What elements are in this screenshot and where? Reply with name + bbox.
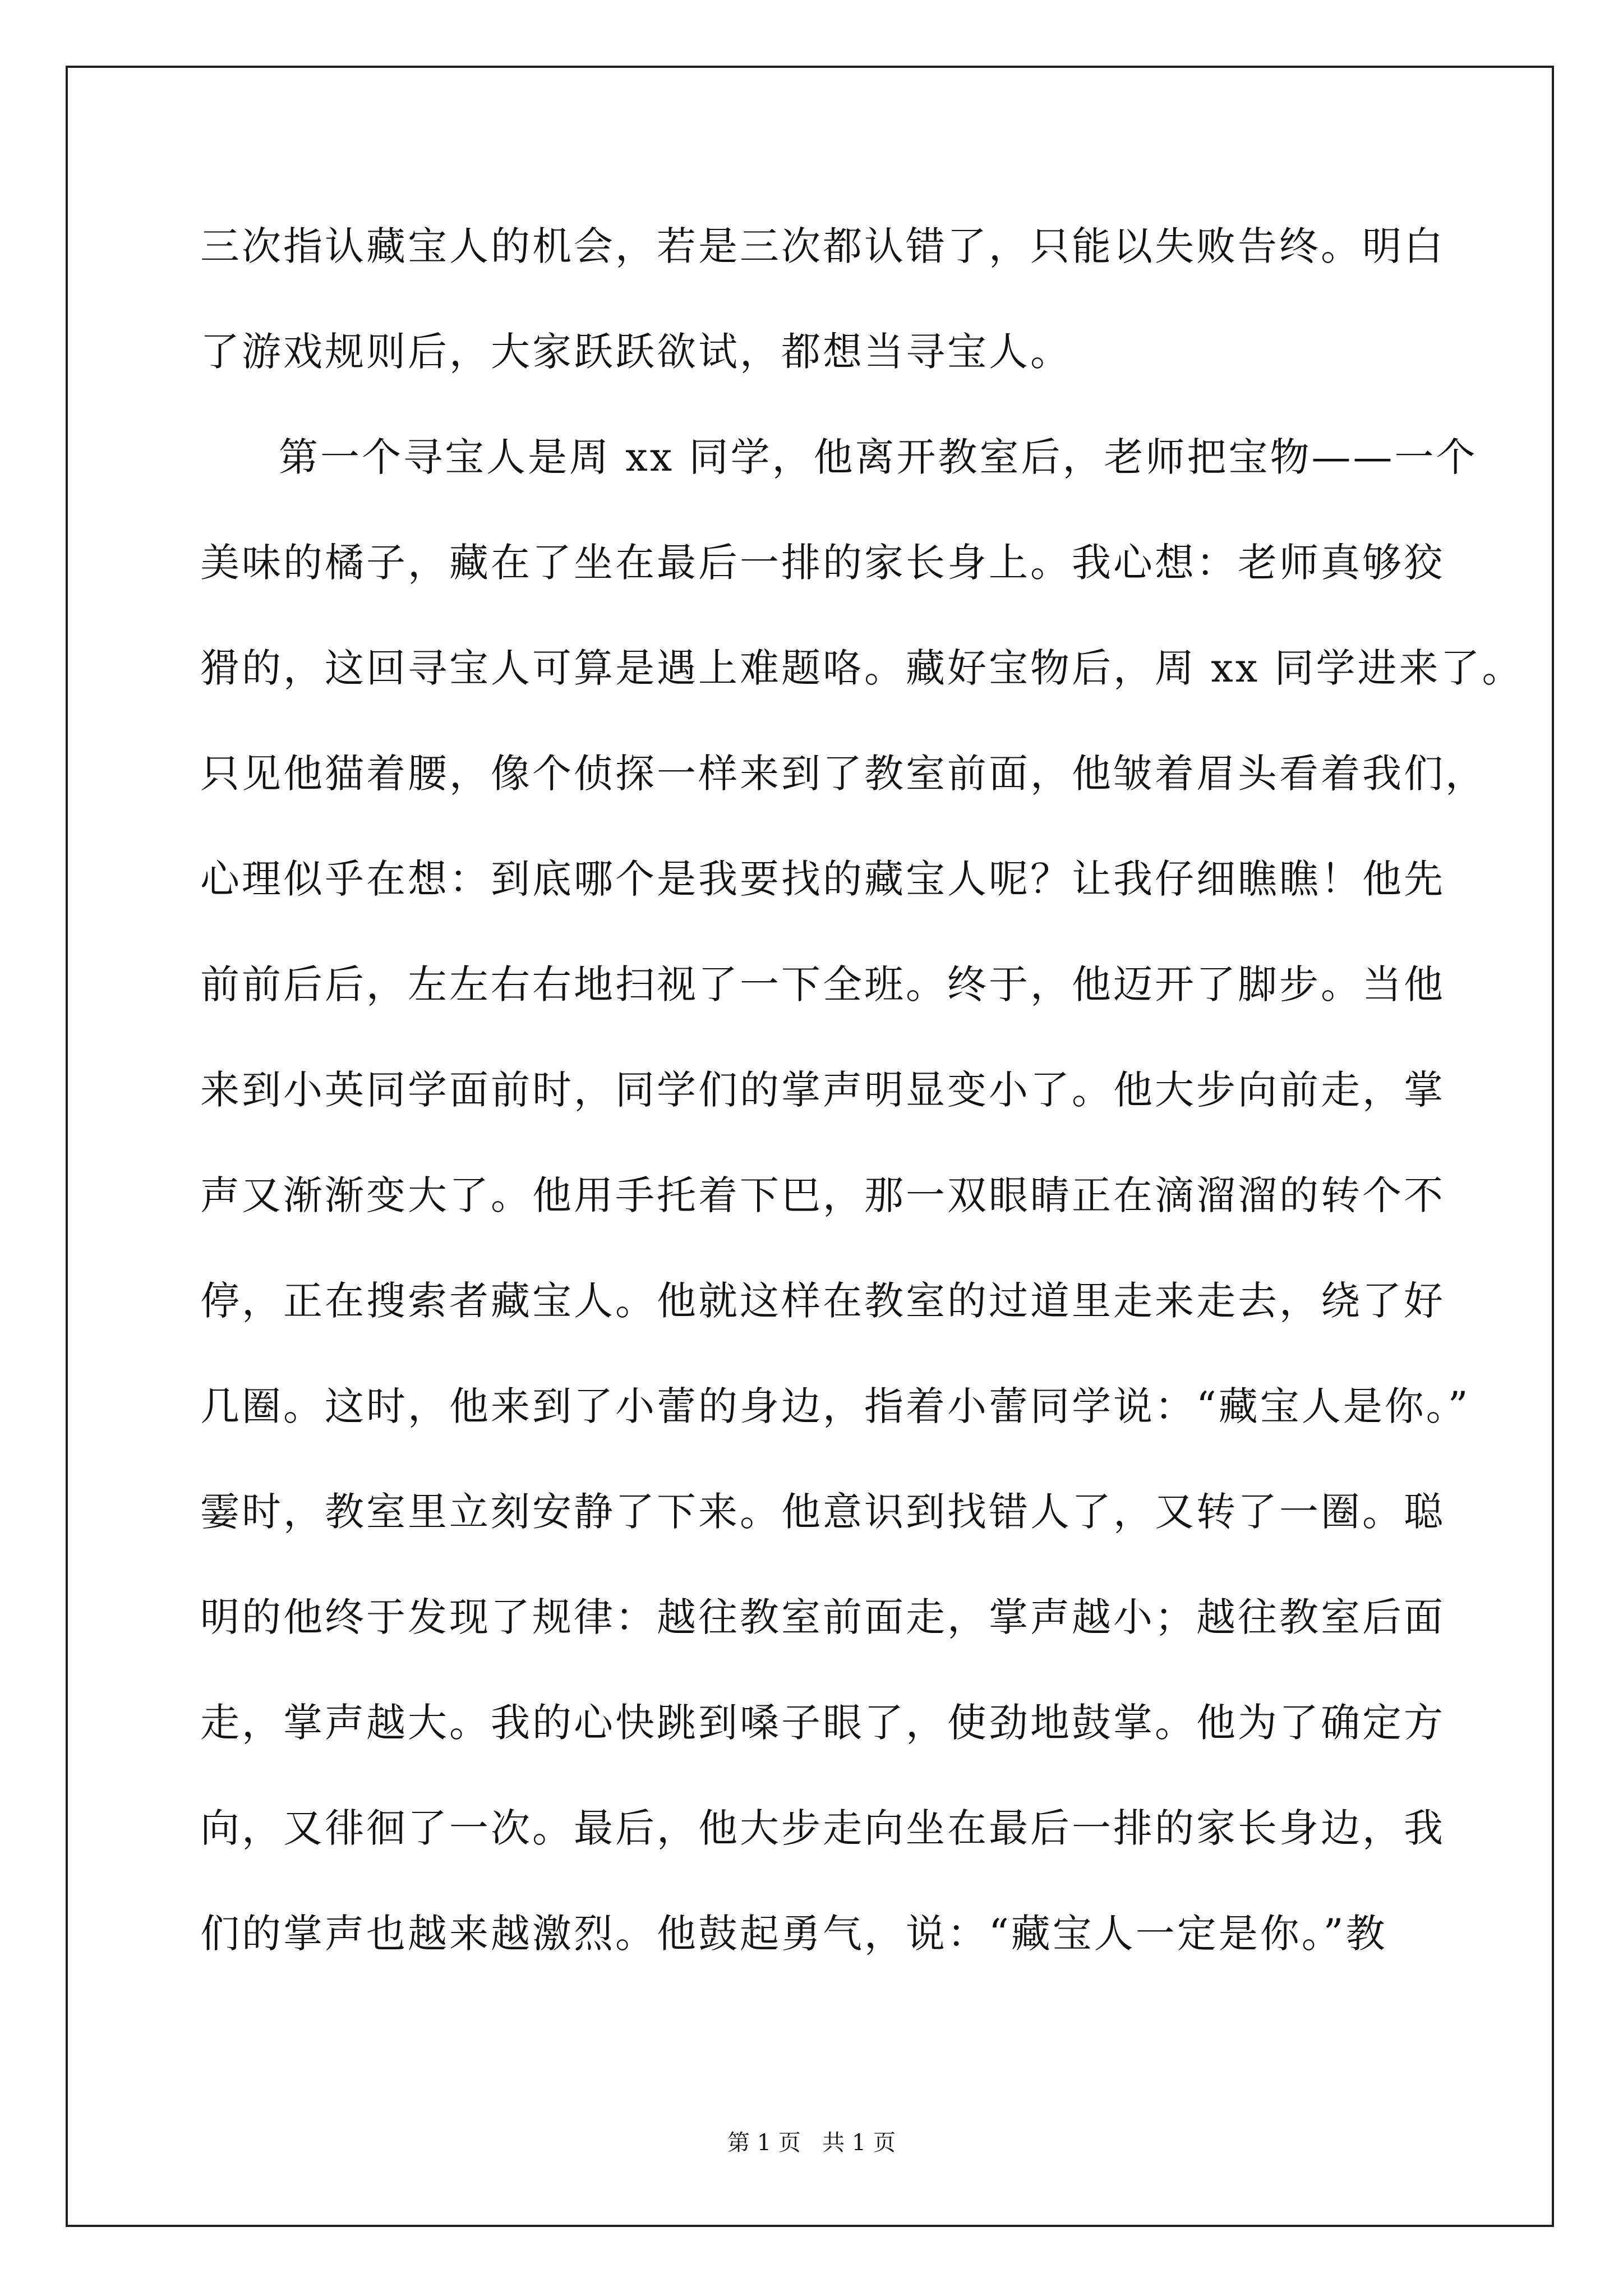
text-line: 停，正在搜索者藏宝人。他就这样在教室的过道里走来走去，绕了好: [200, 1278, 1445, 1324]
text-line: 美味的橘子，藏在了坐在最后一排的家长身上。我心想：老师真够狡: [200, 540, 1445, 586]
page-total: 共 1 页: [822, 2130, 896, 2156]
text-line: 霎时，教室里立刻安静了下来。他意识到找错人了，又转了一圈。聪: [200, 1489, 1445, 1535]
text-line: 声又渐渐变大了。他用手托着下巴，那一双眼睛正在滴溜溜的转个不: [200, 1172, 1445, 1218]
paragraph-start-line: 第一个寻宝人是周 xx 同学，他离开教室后，老师把宝物——一个: [279, 434, 1478, 480]
text-line: 几圈。这时，他来到了小蕾的身边，指着小蕾同学说：“藏宝人是你。”: [200, 1383, 1470, 1429]
text-line: 只见他猫着腰，像个侦探一样来到了教室前面，他皱着眉头看着我们，: [200, 751, 1487, 797]
text-line: 心理似乎在想：到底哪个是我要找的藏宝人呢？让我仔细瞧瞧！他先: [200, 856, 1445, 902]
text-line: 猾的，这回寻宝人可算是遇上难题咯。藏好宝物后，周 xx 同学进来了。: [200, 645, 1524, 691]
text-line: 向，又徘徊了一次。最后，他大步走向坐在最后一排的家长身边，我: [200, 1805, 1445, 1851]
text-line: 们的掌声也越来越激烈。他鼓起勇气，说：“藏宝人一定是你。”教: [200, 1911, 1387, 1957]
text-line: 前前后后，左左右右地扫视了一下全班。终于，他迈开了脚步。当他: [200, 961, 1445, 1007]
text-line: 明的他终于发现了规律：越往教室前面走，掌声越小；越往教室后面: [200, 1594, 1445, 1640]
text-line: 了游戏规则后，大家跃跃欲试，都想当寻宝人。: [200, 329, 1072, 375]
text-line: 三次指认藏宝人的机会，若是三次都认错了，只能以失败告终。明白: [200, 223, 1445, 269]
page-footer: [0, 2126, 1623, 2160]
text-line: 走，掌声越大。我的心快跳到嗓子眼了，使劲地鼓掌。他为了确定方: [200, 1700, 1445, 1746]
document-body: [200, 194, 1524, 1986]
page-number: 第 1 页: [727, 2130, 801, 2156]
text-line: 来到小英同学面前时，同学们的掌声明显变小了。他大步向前走，掌: [200, 1067, 1445, 1113]
